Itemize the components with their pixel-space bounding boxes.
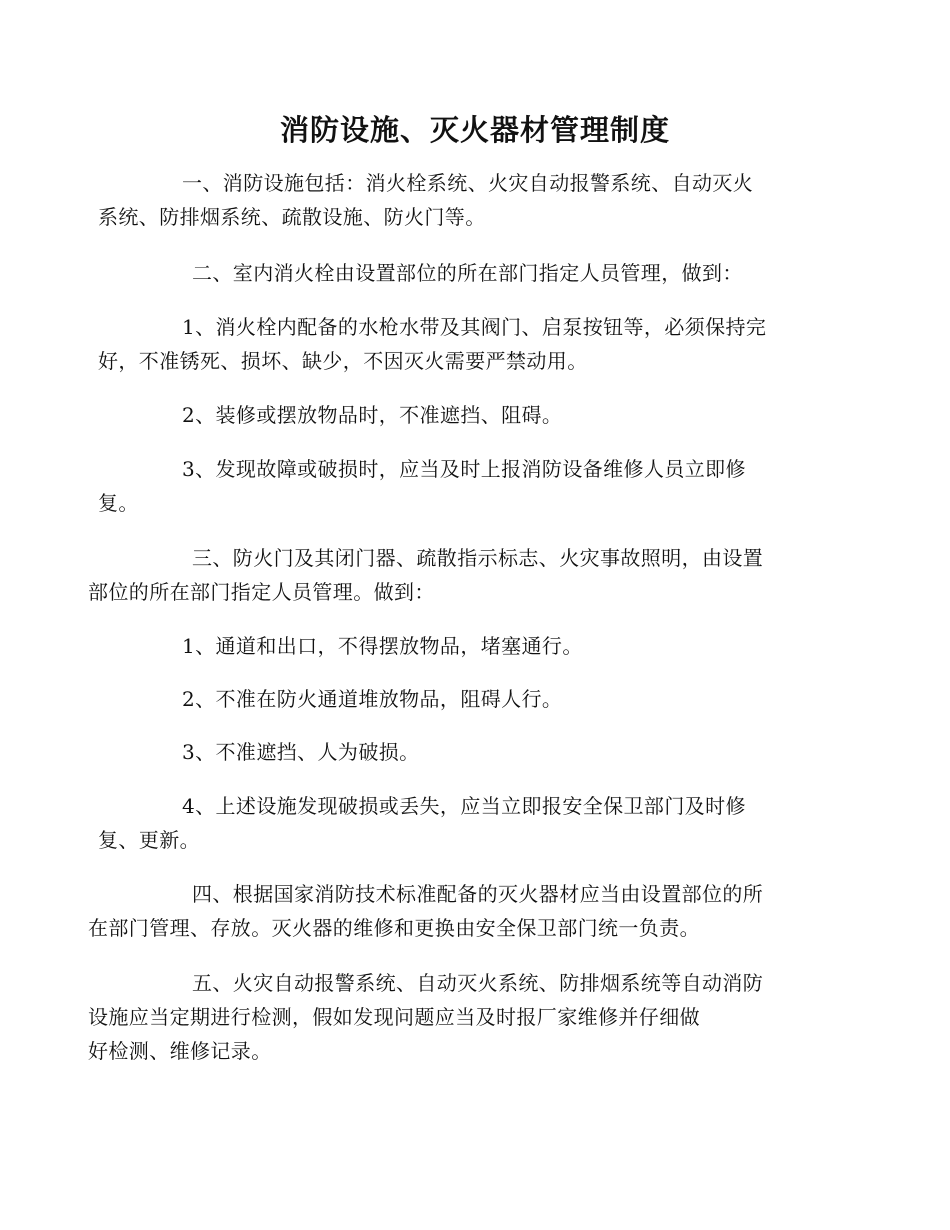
paragraph-line: 好检测、维修记录。 xyxy=(88,1039,272,1063)
paragraph-line: 3、不准遮挡、人为破损。 xyxy=(182,740,420,764)
document-title: 消防设施、灭火器材管理制度 xyxy=(279,113,670,147)
paragraph-line: 好，不准锈死、损坏、缺少，不因灭火需要严禁动用。 xyxy=(98,349,588,373)
paragraph-item-3-4 xyxy=(98,789,810,857)
paragraph-line: 设施应当定期进行检测，假如发现问题应当及时报厂家维修并仔细做 xyxy=(88,1005,700,1029)
paragraph-line: 1、通道和出口，不得摆放物品，堵塞通行。 xyxy=(182,634,583,658)
paragraph-section-5 xyxy=(88,966,810,1068)
paragraph-line: 3、发现故障或破损时，应当及时上报消防设备维修人员立即修 xyxy=(182,457,746,481)
paragraph-section-2 xyxy=(140,256,810,290)
paragraph-line: 4、上述设施发现破损或丢失，应当立即报安全保卫部门及时修 xyxy=(182,794,746,818)
paragraph-line: 三、防火门及其闭门器、疏散指示标志、火灾事故照明，由设置 xyxy=(192,546,764,570)
paragraph-item-3-1 xyxy=(140,629,810,663)
paragraph-item-2-3 xyxy=(98,452,810,520)
paragraph-item-3-3 xyxy=(140,735,810,769)
paragraph-item-2-1 xyxy=(98,310,810,378)
paragraph-line: 五、火灾自动报警系统、自动灭火系统、防排烟系统等自动消防 xyxy=(192,971,764,995)
paragraph-line: 2、不准在防火通道堆放物品，阻碍人行。 xyxy=(182,687,563,711)
paragraph-section-4 xyxy=(88,877,810,945)
paragraph-line: 1、消火栓内配备的水枪水带及其阀门、启泵按钮等，必须保持完 xyxy=(182,315,767,339)
paragraph-section-3 xyxy=(88,541,810,609)
paragraph-item-3-2 xyxy=(140,682,810,716)
paragraph-line: 部位的所在部门指定人员管理。做到： xyxy=(88,580,435,604)
paragraph-item-2-2 xyxy=(140,398,810,432)
paragraph-line: 一、消防设施包括：消火栓系统、火灾自动报警系统、自动灭火 xyxy=(182,171,754,195)
paragraph-line: 四、根据国家消防技术标准配备的灭火器材应当由设置部位的所 xyxy=(192,882,764,906)
paragraph-line: 在部门管理、存放。灭火器的维修和更换由安全保卫部门统一负责。 xyxy=(88,916,700,940)
paragraph-line: 二、室内消火栓由设置部位的所在部门指定人员管理，做到： xyxy=(192,261,743,285)
paragraph-line: 系统、防排烟系统、疏散设施、防火门等。 xyxy=(98,205,486,229)
paragraph-line: 2、装修或摆放物品时，不准遮挡、阻碍。 xyxy=(182,403,563,427)
paragraph-line: 复。 xyxy=(98,491,139,515)
paragraph-section-1 xyxy=(98,166,810,234)
paragraph-line: 复、更新。 xyxy=(98,828,200,852)
